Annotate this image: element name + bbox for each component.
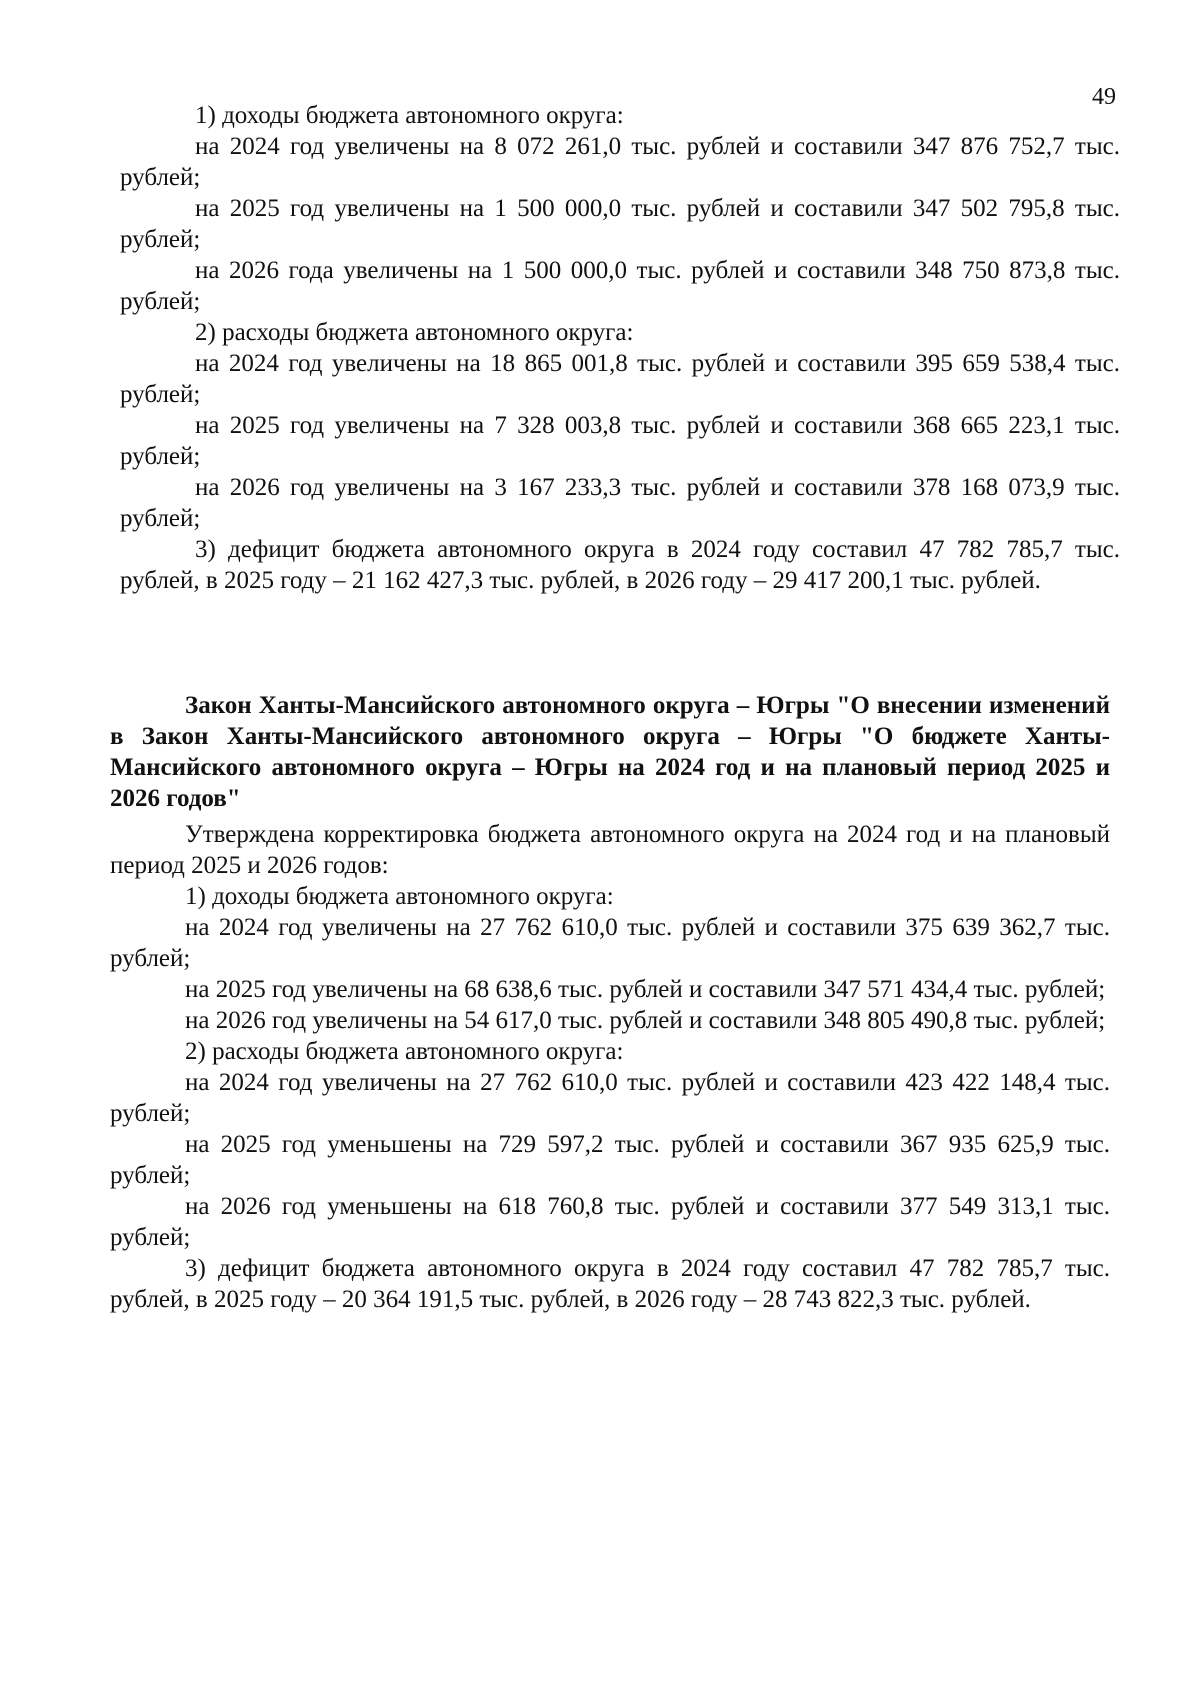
paragraph: на 2025 год уменьшены на 729 597,2 тыс. рублей и составили 367 935 625,9 тыс. рублей; (110, 1131, 1110, 1189)
paragraph: 2) расходы бюджета автономного округа: (195, 319, 634, 346)
paragraph: на 2024 год увеличены на 8 072 261,0 тыс. рублей и составили 347 876 752,7 тыс. рублей; (120, 133, 1120, 191)
paragraph: на 2024 год увеличены на 27 762 610,0 тыс. рублей и составили 375 639 362,7 тыс. рублей; (110, 914, 1110, 972)
paragraph: 3) дефицит бюджета автономного округа в 2024 году составил 47 782 785,7 тыс. рублей, в 2025 году – 20 364 191,5 тыс. рублей, в 2026 году – 28 743 822,3 тыс. рублей. (110, 1255, 1110, 1313)
paragraph: на 2024 год увеличены на 18 865 001,8 тыс. рублей и составили 395 659 538,4 тыс. рублей; (120, 350, 1120, 408)
budget-law-section-2 (110, 690, 1110, 1315)
paragraph: на 2026 год увеличены на 54 617,0 тыс. рублей и составили 348 805 490,8 тыс. рублей; (185, 1007, 1106, 1034)
paragraph: 1) доходы бюджета автономного округа: (185, 883, 614, 910)
paragraph: на 2025 год увеличены на 7 328 003,8 тыс. рублей и составили 368 665 223,1 тыс. рублей; (120, 412, 1120, 470)
paragraph: Утверждена корректировка бюджета автономного округа на 2024 год и на плановый период 2025 и 2026 годов: (110, 821, 1110, 879)
page-number: 49 (1092, 84, 1116, 110)
paragraph: на 2026 год уменьшены на 618 760,8 тыс. рублей и составили 377 549 313,1 тыс. рублей; (110, 1193, 1110, 1251)
paragraph: 3) дефицит бюджета автономного округа в 2024 году составил 47 782 785,7 тыс. рублей, в 2025 году – 21 162 427,3 тыс. рублей, в 2026 году – 29 417 200,1 тыс. рублей. (120, 536, 1120, 594)
paragraph: на 2026 год увеличены на 3 167 233,3 тыс. рублей и составили 378 168 073,9 тыс. рублей; (120, 474, 1120, 532)
paragraph: на 2024 год увеличены на 27 762 610,0 тыс. рублей и составили 423 422 148,4 тыс. рублей; (110, 1069, 1110, 1127)
paragraph: на 2026 года увеличены на 1 500 000,0 тыс. рублей и составили 348 750 873,8 тыс. рублей; (120, 257, 1120, 315)
paragraph: на 2025 год увеличены на 68 638,6 тыс. рублей и составили 347 571 434,4 тыс. рублей; (185, 976, 1106, 1003)
paragraph: 2) расходы бюджета автономного округа: (185, 1038, 624, 1065)
paragraph: на 2025 год увеличены на 1 500 000,0 тыс. рублей и составили 347 502 795,8 тыс. рублей; (120, 195, 1120, 253)
budget-changes-section-1 (120, 100, 1120, 596)
paragraph: 1) доходы бюджета автономного округа: (195, 102, 624, 129)
law-heading: Закон Ханты-Мансийского автономного округа – Югры "О внесении изменений в Закон Ханты-Мансийского автономного округа – Югры "О бюджете Ханты-Мансийского автономного округа – Югры на 2024 год и на плановый период 2025 и 2026 годов" (110, 692, 1110, 812)
